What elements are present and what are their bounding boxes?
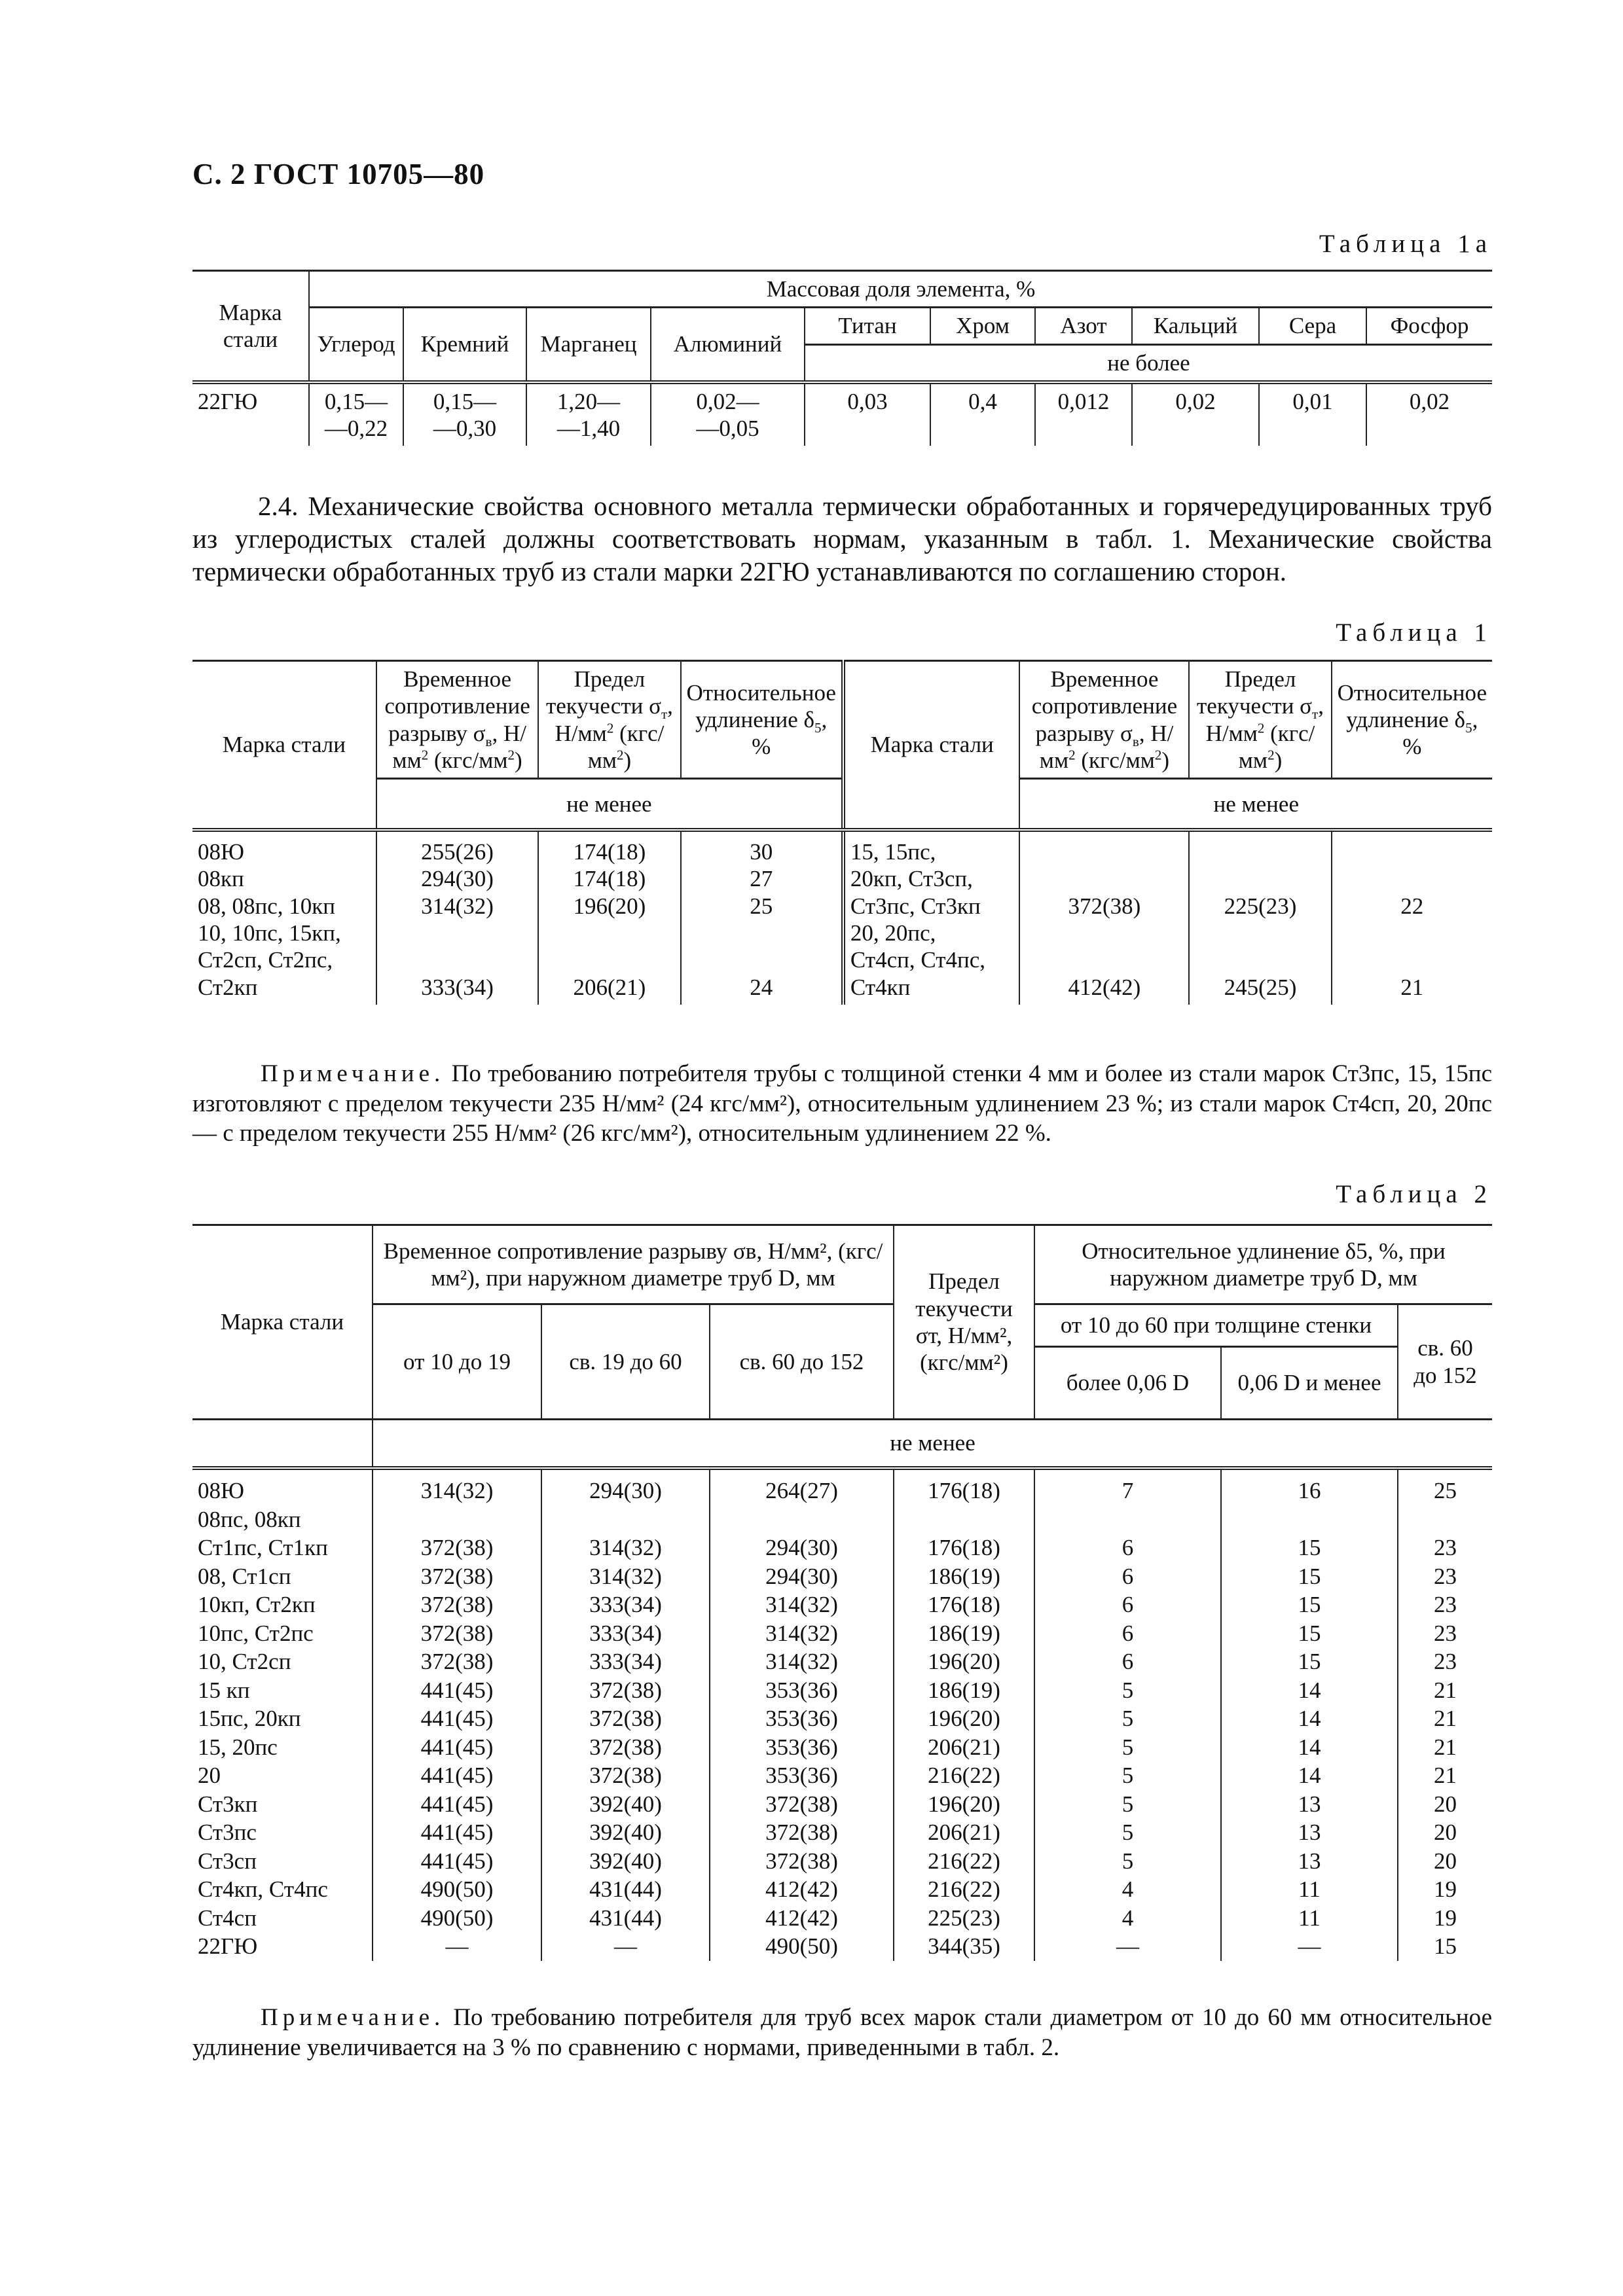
table-cell: 372(38) — [541, 1761, 710, 1790]
steel-grade-cell: 10, Ст2сп — [192, 1647, 373, 1676]
note-text: По требованию потребителя трубы с толщиной стенки 4 мм и более из стали марок Ст3пс, 15, 15пс изготовляют с пределом текучести 235 Н/мм² (24 кгс/мм²), относительным удлинением 23 %; из стали марок Ст4сп, 20, 20пс — с пределом текучести 255 Н/мм² (26 кгс/мм²), относительным удлинением 22 %. — [192, 1060, 1493, 1147]
table-cell: 13 — [1221, 1790, 1398, 1819]
table-row — [192, 1904, 1492, 1933]
note-table-2 — [192, 2003, 1492, 2062]
table-cell: 392(40) — [541, 1847, 710, 1876]
steel-grade-cell: 20 — [192, 1761, 373, 1790]
left-tensile-values: 255(26) 294(30) 314(32) 333(34) — [376, 830, 539, 1005]
min-header: не менее — [376, 779, 843, 831]
steel-grade-header: Марка стали — [843, 661, 1020, 831]
table-cell: 20 — [1434, 1791, 1457, 1817]
table-cell: 196(20) — [894, 1704, 1034, 1733]
table-cell: 490(50) — [373, 1904, 541, 1933]
table-cell: 6 — [1034, 1647, 1221, 1676]
steel-grade-cell: 08пс, 08кп — [192, 1505, 373, 1534]
table-cell: 392(40) — [541, 1790, 710, 1819]
table-row — [192, 1562, 1492, 1591]
yield-header: Предел текучести $\sigma_т$, $Н/мм^2$ $(кгс/мм^2)$ — [538, 661, 680, 779]
table-cell: 5 — [1034, 1847, 1221, 1876]
table-cell: 15 — [1434, 1933, 1457, 1960]
table-cell: 186(19) — [894, 1619, 1034, 1648]
table-cell: 22ГЮ — [192, 382, 309, 446]
table-cell: 0,4 — [930, 382, 1035, 446]
table-cell: 13 — [1221, 1818, 1398, 1847]
table-cell: 412(42) — [710, 1875, 894, 1904]
steel-grade-header: Марка стали — [192, 1225, 373, 1420]
note-label: Примечание. — [261, 2004, 445, 2031]
table-cell: 333(34) — [541, 1647, 710, 1676]
table-cell: 11 — [1221, 1875, 1398, 1904]
table-cell: 15 — [1221, 1619, 1398, 1648]
table-cell: 5 — [1034, 1733, 1221, 1762]
page-header: С. 2 ГОСТ 10705—80 — [192, 158, 485, 190]
element-header: Фосфор — [1366, 308, 1492, 344]
table-cell: 23 — [1434, 1620, 1457, 1646]
right-tensile-values: 372(38) 412(42) — [1019, 830, 1189, 1005]
steel-grade-header: Марка стали — [192, 271, 309, 382]
table-cell: 372(38) — [373, 1534, 541, 1562]
table-cell: 176(18) — [894, 1534, 1034, 1562]
min-header: не менее — [1019, 779, 1492, 831]
table-cell: 431(44) — [541, 1875, 710, 1904]
table-cell: — — [541, 1932, 710, 1961]
elongation-header: Относительное удлинение $\delta_5$, % — [681, 661, 843, 779]
table-cell: 0,01 — [1259, 382, 1366, 446]
table-cell: 186(19) — [894, 1676, 1034, 1705]
table-cell: 7 — [1034, 1468, 1221, 1505]
element-header: Кальций — [1132, 308, 1259, 344]
table-row — [192, 1733, 1492, 1762]
table-cell: 186(19) — [894, 1562, 1034, 1591]
table-cell: 20 — [1434, 1848, 1457, 1874]
steel-grade-cell: Ст4кп, Ст4пс — [192, 1875, 373, 1904]
paragraph-2-4: 2.4. Механические свойства основного металла термически обработанных и горячередуцированных труб из углеродистых сталей должны соответствовать нормам, указанным в табл. 1. Механические свойства термически обработанных труб из стали марки 22ГЮ устанавливаются по соглашению сторон. — [192, 491, 1492, 587]
tensile-header: Временное сопротивление разрыву σв, Н/мм², (кгс/мм²), при наружном диаметре труб D, мм — [373, 1225, 894, 1304]
table-cell: 14 — [1221, 1733, 1398, 1762]
element-header: Азот — [1035, 308, 1132, 344]
yield-header: Предел текучести σт, Н/мм², (кгс/мм²) — [894, 1225, 1034, 1420]
table-cell: 372(38) — [710, 1847, 894, 1876]
table-cell: 490(50) — [373, 1875, 541, 1904]
table-cell: 14 — [1221, 1761, 1398, 1790]
table-cell: 6 — [1034, 1562, 1221, 1591]
table-cell — [1221, 1505, 1398, 1534]
table-cell: 372(38) — [710, 1818, 894, 1847]
thickness-header: более 0,06 D — [1034, 1347, 1221, 1420]
table-row — [192, 1818, 1492, 1847]
table-row — [192, 1590, 1492, 1619]
note-table-1 — [192, 1059, 1492, 1149]
yield-header: Предел текучести $\sigma_т$, $Н/мм^2$ $(кгс/мм^2)$ — [1189, 661, 1331, 779]
note-label: Примечание. — [261, 1060, 445, 1087]
steel-grade-cell: Ст1пс, Ст1кп — [192, 1534, 373, 1562]
table-cell: 294(30) — [541, 1468, 710, 1505]
table-cell: 11 — [1221, 1904, 1398, 1933]
element-header: Марганец — [526, 308, 651, 382]
table-cell: 431(44) — [541, 1904, 710, 1933]
table-1a-caption: Таблица 1а — [1319, 230, 1492, 258]
table-cell: 19 — [1434, 1876, 1457, 1903]
diameter-range-header: св. 60 до 152 — [710, 1304, 894, 1420]
right-yield-values: 225(23) 245(25) — [1189, 830, 1331, 1005]
steel-grade-cell: Ст4сп — [192, 1904, 373, 1933]
table-cell: 372(38) — [541, 1704, 710, 1733]
table-cell: 392(40) — [541, 1818, 710, 1847]
table-cell — [1398, 1505, 1492, 1534]
steel-grade-cell: 15пс, 20кп — [192, 1704, 373, 1733]
table-cell: 490(50) — [710, 1932, 894, 1961]
table-cell: 441(45) — [373, 1761, 541, 1790]
table-1-caption: Таблица 1 — [1336, 619, 1492, 647]
steel-grade-cell: Ст3сп — [192, 1847, 373, 1876]
table-cell: 176(18) — [894, 1590, 1034, 1619]
table-cell: 0,15— —0,22 — [309, 382, 403, 446]
element-header: Кремний — [403, 308, 526, 382]
diameter-range-header: св. 19 до 60 — [541, 1304, 710, 1420]
table-cell: 314(32) — [541, 1534, 710, 1562]
table-cell: 441(45) — [373, 1847, 541, 1876]
table-cell: — — [1221, 1932, 1398, 1961]
table-cell: 333(34) — [541, 1619, 710, 1648]
table-cell: 16 — [1221, 1468, 1398, 1505]
table-cell: 314(32) — [710, 1619, 894, 1648]
right-elongation-values: 22 21 — [1400, 893, 1424, 1000]
table-cell — [1034, 1505, 1221, 1534]
max-header: не более — [805, 344, 1492, 382]
steel-grade-cell: 08Ю — [192, 1468, 373, 1505]
table-cell: 372(38) — [373, 1590, 541, 1619]
table-cell: 4 — [1034, 1904, 1221, 1933]
table-cell: 294(30) — [710, 1562, 894, 1591]
steel-grade-cell: 10кп, Ст2кп — [192, 1590, 373, 1619]
element-header: Хром — [930, 308, 1035, 344]
table-cell: 15 — [1221, 1562, 1398, 1591]
table-cell — [541, 1505, 710, 1534]
elongation-header: Относительное удлинение $\delta_5$, % — [1332, 661, 1492, 779]
table-cell: 21 — [1434, 1763, 1457, 1789]
tensile-header: Временное сопротивление разрыву $\sigma_в$, $Н/мм^2$ $(кгс/мм^2)$ — [1019, 661, 1189, 779]
table-cell: 23 — [1434, 1563, 1457, 1589]
table-cell: 0,02 — [1409, 388, 1450, 414]
table-cell: 5 — [1034, 1676, 1221, 1705]
table-cell: 21 — [1434, 1706, 1457, 1732]
table-cell: 314(32) — [710, 1647, 894, 1676]
table-row — [192, 1761, 1492, 1790]
diameter-range-header: от 10 до 19 — [373, 1304, 541, 1420]
element-header: Титан — [805, 308, 930, 344]
table-cell: 176(18) — [894, 1468, 1034, 1505]
table-cell: 6 — [1034, 1590, 1221, 1619]
table-row — [192, 1676, 1492, 1705]
table-cell: 206(21) — [894, 1818, 1034, 1847]
table-cell: 372(38) — [541, 1676, 710, 1705]
table-cell: 23 — [1434, 1535, 1457, 1561]
table-cell: 15 — [1221, 1590, 1398, 1619]
table-row — [192, 1704, 1492, 1733]
table-cell — [373, 1505, 541, 1534]
table-row — [192, 1875, 1492, 1904]
left-elongation-values: 30 27 25 24 — [681, 830, 843, 1005]
table-row — [192, 1505, 1492, 1534]
table-cell: 372(38) — [373, 1562, 541, 1591]
table-cell: 21 — [1434, 1677, 1457, 1703]
thickness-header: 0,06 D и менее — [1221, 1347, 1398, 1420]
min-header: не менее — [373, 1420, 1492, 1469]
steel-grade-cell: Ст3кп — [192, 1790, 373, 1819]
tensile-header: Временное сопротивление разрыву $\sigma_в$, $Н/мм^2$ $(кгс/мм^2)$ — [376, 661, 539, 779]
table-cell: 5 — [1034, 1790, 1221, 1819]
steel-grade-cell: Ст3пс — [192, 1818, 373, 1847]
table-cell: 353(36) — [710, 1761, 894, 1790]
element-header: Алюминий — [651, 308, 805, 382]
table-cell: 14 — [1221, 1676, 1398, 1705]
table-cell: 344(35) — [894, 1932, 1034, 1961]
table-row — [192, 1847, 1492, 1876]
table-2-caption: Таблица 2 — [1336, 1180, 1492, 1208]
table-cell: 441(45) — [373, 1733, 541, 1762]
table-cell: 19 — [1434, 1905, 1457, 1931]
table-cell: 372(38) — [541, 1733, 710, 1762]
table-cell: 372(38) — [373, 1647, 541, 1676]
wall-thickness-header: от 10 до 60 при толщине стенки — [1034, 1304, 1398, 1347]
diameter-range-header: св. 60 до 152 — [1398, 1304, 1492, 1420]
table-cell: 196(20) — [894, 1647, 1034, 1676]
table-cell: 372(38) — [710, 1790, 894, 1819]
table-cell: 5 — [1034, 1761, 1221, 1790]
steel-grade-header: Марка стали — [192, 661, 376, 831]
table-cell: 216(22) — [894, 1847, 1034, 1876]
element-header: Углерод — [309, 308, 403, 382]
table-cell: 314(32) — [541, 1562, 710, 1591]
table-cell: 4 — [1034, 1875, 1221, 1904]
table-1 — [192, 660, 1492, 1005]
table-cell: 23 — [1434, 1592, 1457, 1618]
table-2 — [192, 1224, 1492, 1961]
table-cell — [710, 1505, 894, 1534]
table-cell: 264(27) — [710, 1468, 894, 1505]
table-cell: 14 — [1221, 1704, 1398, 1733]
table-cell: 216(22) — [894, 1761, 1034, 1790]
table-cell: 441(45) — [373, 1818, 541, 1847]
table-cell: 15 — [1221, 1647, 1398, 1676]
element-header: Сера — [1259, 308, 1366, 344]
left-yield-values: 174(18) 174(18) 196(20) 206(21) — [538, 830, 680, 1005]
table-cell: 441(45) — [373, 1790, 541, 1819]
table-cell: 225(23) — [894, 1904, 1034, 1933]
table-cell: 333(34) — [541, 1590, 710, 1619]
table-cell: 6 — [1034, 1619, 1221, 1648]
right-steel-grades: 15, 15пс, 20кп, Ст3сп, Ст3пс, Ст3кп 20, 20пс, Ст4сп, Ст4пс, Ст4кп — [843, 830, 1020, 1005]
table-cell: 13 — [1221, 1847, 1398, 1876]
table-cell: 0,03 — [805, 382, 930, 446]
table-cell: 0,15— —0,30 — [403, 382, 526, 446]
table-cell: 314(32) — [373, 1468, 541, 1505]
table-cell: 353(36) — [710, 1733, 894, 1762]
mass-fraction-header: Массовая доля элемента, % — [309, 271, 1492, 308]
table-cell: — — [1034, 1932, 1221, 1961]
table-row — [192, 1647, 1492, 1676]
table-cell: 21 — [1434, 1734, 1457, 1760]
steel-grade-cell: 10пс, Ст2пс — [192, 1619, 373, 1648]
steel-grade-cell: 22ГЮ — [192, 1932, 373, 1961]
table-row — [192, 1534, 1492, 1562]
table-row — [192, 1468, 1492, 1505]
table-cell: 20 — [1434, 1820, 1457, 1846]
table-cell: 23 — [1434, 1649, 1457, 1675]
table-cell: 314(32) — [710, 1590, 894, 1619]
table-row — [192, 1932, 1492, 1961]
table-row — [192, 1790, 1492, 1819]
table-cell: 412(42) — [710, 1904, 894, 1933]
table-cell — [894, 1505, 1034, 1534]
steel-grade-cell: 08, Ст1сп — [192, 1562, 373, 1591]
table-cell: 0,012 — [1035, 382, 1132, 446]
table-cell: 196(20) — [894, 1790, 1034, 1819]
table-1a — [192, 270, 1492, 446]
table-row — [192, 1619, 1492, 1648]
note-text: По требованию потребителя для труб всех марок стали диаметром от 10 до 60 мм относительное удлинение увеличивается на 3 % по сравнению с нормами, приведенными в табл. 2. — [192, 2004, 1493, 2061]
table-cell: 15 — [1221, 1534, 1398, 1562]
table-cell: 294(30) — [710, 1534, 894, 1562]
table-cell: 206(21) — [894, 1733, 1034, 1762]
table-cell: 441(45) — [373, 1704, 541, 1733]
table-cell: 353(36) — [710, 1676, 894, 1705]
table-cell: 0,02— —0,05 — [651, 382, 805, 446]
table-cell: 0,02 — [1132, 382, 1259, 446]
table-cell: 1,20— —1,40 — [526, 382, 651, 446]
table-cell: 372(38) — [373, 1619, 541, 1648]
left-steel-grades: 08Ю 08кп 08, 08пс, 10кп 10, 10пс, 15кп, Ст2сп, Ст2пс, Ст2кп — [192, 830, 376, 1005]
table-cell: — — [373, 1932, 541, 1961]
steel-grade-cell: 15, 20пс — [192, 1733, 373, 1762]
table-cell: 216(22) — [894, 1875, 1034, 1904]
elongation-header: Относительное удлинение δ5, %, при наружном диаметре труб D, мм — [1034, 1225, 1492, 1304]
table-cell: 5 — [1034, 1704, 1221, 1733]
table-cell: 25 — [1434, 1478, 1457, 1504]
table-cell: 5 — [1034, 1818, 1221, 1847]
table-cell: 353(36) — [710, 1704, 894, 1733]
steel-grade-cell: 15 кп — [192, 1676, 373, 1705]
table-cell: 6 — [1034, 1534, 1221, 1562]
table-cell: 441(45) — [373, 1676, 541, 1705]
